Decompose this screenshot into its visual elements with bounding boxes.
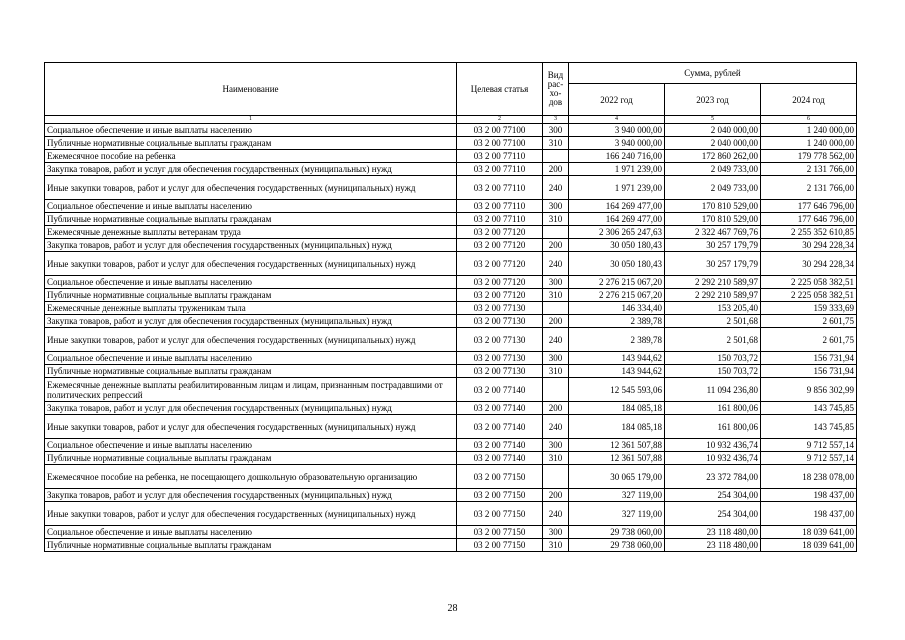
table-row	[45, 439, 857, 452]
row-target-article: 03 2 00 77140	[457, 439, 543, 452]
row-sum-2023: 23 372 784,00	[665, 465, 761, 489]
table-row	[45, 352, 857, 365]
row-name: Публичные нормативные социальные выплаты гражданам	[45, 365, 457, 378]
row-sum-2022: 2 389,78	[569, 315, 665, 328]
row-name: Ежемесячное пособие на ребенка, не посещающего дошкольную образовательную организацию	[45, 465, 457, 489]
row-target-article: 03 2 00 77120	[457, 226, 543, 239]
row-sum-2022: 12 545 593,06	[569, 378, 665, 402]
row-sum-2022: 146 334,40	[569, 302, 665, 315]
row-expense-type: 200	[543, 489, 569, 502]
row-sum-2024: 198 437,00	[761, 502, 857, 526]
table-row	[45, 213, 857, 226]
table-row	[45, 276, 857, 289]
column-number: 5	[665, 116, 761, 124]
row-sum-2022: 12 361 507,88	[569, 452, 665, 465]
table-row	[45, 465, 857, 489]
row-sum-2022: 143 944,62	[569, 352, 665, 365]
table-row	[45, 302, 857, 315]
row-sum-2022: 143 944,62	[569, 365, 665, 378]
row-sum-2024: 1 240 000,00	[761, 124, 857, 137]
row-target-article: 03 2 00 77150	[457, 489, 543, 502]
row-target-article: 03 2 00 77150	[457, 465, 543, 489]
row-expense-type: 310	[543, 289, 569, 302]
row-sum-2023: 2 049 733,00	[665, 163, 761, 176]
table-row	[45, 378, 857, 402]
row-sum-2022: 2 389,78	[569, 328, 665, 352]
row-sum-2024: 2 225 058 382,51	[761, 276, 857, 289]
row-expense-type: 310	[543, 137, 569, 150]
row-target-article: 03 2 00 77130	[457, 328, 543, 352]
row-sum-2024: 2 601,75	[761, 315, 857, 328]
row-sum-2024: 18 238 078,00	[761, 465, 857, 489]
row-sum-2023: 150 703,72	[665, 352, 761, 365]
row-expense-type: 200	[543, 402, 569, 415]
table-row	[45, 502, 857, 526]
row-target-article: 03 2 00 77150	[457, 539, 543, 552]
row-sum-2024: 2 255 352 610,85	[761, 226, 857, 239]
row-target-article: 03 2 00 77110	[457, 200, 543, 213]
row-sum-2024: 177 646 796,00	[761, 213, 857, 226]
row-name: Иные закупки товаров, работ и услуг для обеспечения государственных (муниципальных) нужд	[45, 415, 457, 439]
row-target-article: 03 2 00 77140	[457, 378, 543, 402]
header-year-2022: 2022 год	[569, 84, 665, 116]
row-sum-2022: 1 971 239,00	[569, 163, 665, 176]
column-number: 1	[45, 116, 457, 124]
row-sum-2022: 184 085,18	[569, 415, 665, 439]
row-target-article: 03 2 00 77100	[457, 124, 543, 137]
row-sum-2022: 327 119,00	[569, 502, 665, 526]
budget-table	[44, 62, 857, 552]
table-row	[45, 315, 857, 328]
table-row	[45, 150, 857, 163]
row-sum-2023: 23 118 480,00	[665, 539, 761, 552]
column-number: 6	[761, 116, 857, 124]
row-name: Публичные нормативные социальные выплаты гражданам	[45, 289, 457, 302]
row-sum-2024: 18 039 641,00	[761, 526, 857, 539]
row-name: Иные закупки товаров, работ и услуг для обеспечения государственных (муниципальных) нужд	[45, 252, 457, 276]
row-name: Иные закупки товаров, работ и услуг для обеспечения государственных (муниципальных) нужд	[45, 328, 457, 352]
row-target-article: 03 2 00 77110	[457, 150, 543, 163]
row-name: Социальное обеспечение и иные выплаты населению	[45, 200, 457, 213]
row-sum-2022: 30 065 179,00	[569, 465, 665, 489]
row-sum-2022: 327 119,00	[569, 489, 665, 502]
row-target-article: 03 2 00 77120	[457, 289, 543, 302]
row-sum-2023: 2 049 733,00	[665, 176, 761, 200]
row-expense-type	[543, 226, 569, 239]
row-name: Социальное обеспечение и иные выплаты населению	[45, 526, 457, 539]
row-sum-2024: 9 856 302,99	[761, 378, 857, 402]
row-sum-2024: 198 437,00	[761, 489, 857, 502]
table-row	[45, 200, 857, 213]
row-expense-type: 240	[543, 176, 569, 200]
row-expense-type: 200	[543, 315, 569, 328]
row-sum-2022: 3 940 000,00	[569, 124, 665, 137]
row-target-article: 03 2 00 77130	[457, 352, 543, 365]
row-sum-2022: 1 971 239,00	[569, 176, 665, 200]
row-sum-2022: 29 738 060,00	[569, 539, 665, 552]
row-target-article: 03 2 00 77140	[457, 452, 543, 465]
header-expense-type: Вид рас-хо-дов	[543, 63, 569, 116]
row-expense-type	[543, 378, 569, 402]
row-sum-2024: 156 731,94	[761, 365, 857, 378]
column-numbers-row	[45, 116, 857, 124]
table-row	[45, 239, 857, 252]
column-number: 2	[457, 116, 543, 124]
row-sum-2024: 18 039 641,00	[761, 539, 857, 552]
row-target-article: 03 2 00 77130	[457, 315, 543, 328]
row-sum-2023: 254 304,00	[665, 502, 761, 526]
table-row	[45, 402, 857, 415]
table-row	[45, 289, 857, 302]
row-expense-type: 300	[543, 200, 569, 213]
row-expense-type: 240	[543, 252, 569, 276]
row-name: Закупка товаров, работ и услуг для обеспечения государственных (муниципальных) нужд	[45, 402, 457, 415]
row-name: Социальное обеспечение и иные выплаты населению	[45, 439, 457, 452]
row-name: Ежемесячные денежные выплаты реабилитированным лицам и лицам, признанным пострадавшими от политических репрессий	[45, 378, 457, 402]
row-target-article: 03 2 00 77140	[457, 402, 543, 415]
row-sum-2022: 3 940 000,00	[569, 137, 665, 150]
table-row	[45, 328, 857, 352]
row-sum-2023: 10 932 436,74	[665, 452, 761, 465]
row-expense-type: 240	[543, 502, 569, 526]
column-number: 3	[543, 116, 569, 124]
row-sum-2024: 1 240 000,00	[761, 137, 857, 150]
row-sum-2023: 2 040 000,00	[665, 137, 761, 150]
row-sum-2024: 30 294 228,34	[761, 239, 857, 252]
row-sum-2023: 2 292 210 589,97	[665, 276, 761, 289]
row-expense-type: 200	[543, 239, 569, 252]
row-sum-2024: 177 646 796,00	[761, 200, 857, 213]
row-target-article: 03 2 00 77140	[457, 415, 543, 439]
row-expense-type: 200	[543, 163, 569, 176]
row-target-article: 03 2 00 77100	[457, 137, 543, 150]
row-sum-2023: 153 205,40	[665, 302, 761, 315]
row-sum-2024: 9 712 557,14	[761, 452, 857, 465]
header-name: Наименование	[45, 63, 457, 116]
row-sum-2023: 172 860 262,00	[665, 150, 761, 163]
table-row	[45, 526, 857, 539]
row-sum-2022: 184 085,18	[569, 402, 665, 415]
row-name: Публичные нормативные социальные выплаты гражданам	[45, 539, 457, 552]
row-expense-type: 310	[543, 539, 569, 552]
row-target-article: 03 2 00 77120	[457, 276, 543, 289]
row-sum-2024: 30 294 228,34	[761, 252, 857, 276]
row-expense-type: 240	[543, 415, 569, 439]
row-sum-2023: 170 810 529,00	[665, 213, 761, 226]
row-target-article: 03 2 00 77110	[457, 163, 543, 176]
row-sum-2022: 164 269 477,00	[569, 200, 665, 213]
row-expense-type: 310	[543, 213, 569, 226]
row-sum-2022: 2 306 265 247,63	[569, 226, 665, 239]
row-target-article: 03 2 00 77110	[457, 176, 543, 200]
row-sum-2022: 29 738 060,00	[569, 526, 665, 539]
row-name: Закупка товаров, работ и услуг для обеспечения государственных (муниципальных) нужд	[45, 489, 457, 502]
row-expense-type: 300	[543, 352, 569, 365]
row-name: Закупка товаров, работ и услуг для обеспечения государственных (муниципальных) нужд	[45, 315, 457, 328]
row-sum-2023: 23 118 480,00	[665, 526, 761, 539]
row-sum-2024: 2 131 766,00	[761, 176, 857, 200]
row-sum-2023: 30 257 179,79	[665, 239, 761, 252]
row-target-article: 03 2 00 77150	[457, 502, 543, 526]
row-target-article: 03 2 00 77120	[457, 239, 543, 252]
row-sum-2022: 30 050 180,43	[569, 252, 665, 276]
row-sum-2022: 2 276 215 067,20	[569, 276, 665, 289]
row-sum-2024: 2 601,75	[761, 328, 857, 352]
row-expense-type: 300	[543, 276, 569, 289]
row-expense-type: 300	[543, 526, 569, 539]
table-row	[45, 252, 857, 276]
header-target-article: Целевая статья	[457, 63, 543, 116]
table-row	[45, 539, 857, 552]
row-name: Ежемесячные денежные выплаты труженикам тыла	[45, 302, 457, 315]
row-sum-2024: 159 333,69	[761, 302, 857, 315]
row-name: Публичные нормативные социальные выплаты гражданам	[45, 452, 457, 465]
row-name: Ежемесячное пособие на ребенка	[45, 150, 457, 163]
table-row	[45, 176, 857, 200]
row-sum-2023: 254 304,00	[665, 489, 761, 502]
table-row	[45, 163, 857, 176]
row-sum-2023: 10 932 436,74	[665, 439, 761, 452]
row-sum-2023: 30 257 179,79	[665, 252, 761, 276]
row-expense-type: 300	[543, 439, 569, 452]
row-sum-2024: 2 131 766,00	[761, 163, 857, 176]
row-expense-type: 240	[543, 328, 569, 352]
row-name: Публичные нормативные социальные выплаты гражданам	[45, 137, 457, 150]
row-expense-type: 300	[543, 124, 569, 137]
table-row	[45, 489, 857, 502]
row-sum-2023: 2 040 000,00	[665, 124, 761, 137]
column-number: 4	[569, 116, 665, 124]
row-sum-2023: 2 292 210 589,97	[665, 289, 761, 302]
row-expense-type: 310	[543, 452, 569, 465]
row-name: Иные закупки товаров, работ и услуг для обеспечения государственных (муниципальных) нужд	[45, 502, 457, 526]
row-sum-2023: 2 501,68	[665, 328, 761, 352]
header-sum: Сумма, рублей	[569, 63, 857, 84]
row-name: Публичные нормативные социальные выплаты гражданам	[45, 213, 457, 226]
row-sum-2023: 2 501,68	[665, 315, 761, 328]
table-row	[45, 452, 857, 465]
row-sum-2024: 9 712 557,14	[761, 439, 857, 452]
header-year-2023: 2023 год	[665, 84, 761, 116]
row-name: Ежемесячные денежные выплаты ветеранам труда	[45, 226, 457, 239]
row-target-article: 03 2 00 77110	[457, 213, 543, 226]
table-row	[45, 137, 857, 150]
row-sum-2022: 166 240 716,00	[569, 150, 665, 163]
row-sum-2022: 164 269 477,00	[569, 213, 665, 226]
row-target-article: 03 2 00 77130	[457, 365, 543, 378]
table-row	[45, 226, 857, 239]
table-row	[45, 365, 857, 378]
row-sum-2022: 2 276 215 067,20	[569, 289, 665, 302]
row-sum-2024: 179 778 562,00	[761, 150, 857, 163]
row-sum-2022: 30 050 180,43	[569, 239, 665, 252]
table-row	[45, 415, 857, 439]
row-name: Социальное обеспечение и иные выплаты населению	[45, 124, 457, 137]
row-sum-2023: 150 703,72	[665, 365, 761, 378]
row-name: Закупка товаров, работ и услуг для обеспечения государственных (муниципальных) нужд	[45, 163, 457, 176]
row-sum-2024: 143 745,85	[761, 415, 857, 439]
table-row	[45, 124, 857, 137]
row-sum-2023: 170 810 529,00	[665, 200, 761, 213]
row-name: Иные закупки товаров, работ и услуг для обеспечения государственных (муниципальных) нужд	[45, 176, 457, 200]
row-sum-2023: 11 094 236,80	[665, 378, 761, 402]
row-name: Социальное обеспечение и иные выплаты населению	[45, 352, 457, 365]
row-target-article: 03 2 00 77130	[457, 302, 543, 315]
row-sum-2023: 2 322 467 769,76	[665, 226, 761, 239]
row-sum-2024: 156 731,94	[761, 352, 857, 365]
row-target-article: 03 2 00 77150	[457, 526, 543, 539]
row-expense-type	[543, 465, 569, 489]
header-year-2024: 2024 год	[761, 84, 857, 116]
row-name: Социальное обеспечение и иные выплаты населению	[45, 276, 457, 289]
row-expense-type	[543, 302, 569, 315]
row-sum-2024: 143 745,85	[761, 402, 857, 415]
row-sum-2024: 2 225 058 382,51	[761, 289, 857, 302]
row-sum-2022: 12 361 507,88	[569, 439, 665, 452]
row-sum-2023: 161 800,06	[665, 402, 761, 415]
page-number: 28	[447, 603, 458, 614]
row-target-article: 03 2 00 77120	[457, 252, 543, 276]
row-name: Закупка товаров, работ и услуг для обеспечения государственных (муниципальных) нужд	[45, 239, 457, 252]
row-expense-type: 310	[543, 365, 569, 378]
row-sum-2023: 161 800,06	[665, 415, 761, 439]
row-expense-type	[543, 150, 569, 163]
